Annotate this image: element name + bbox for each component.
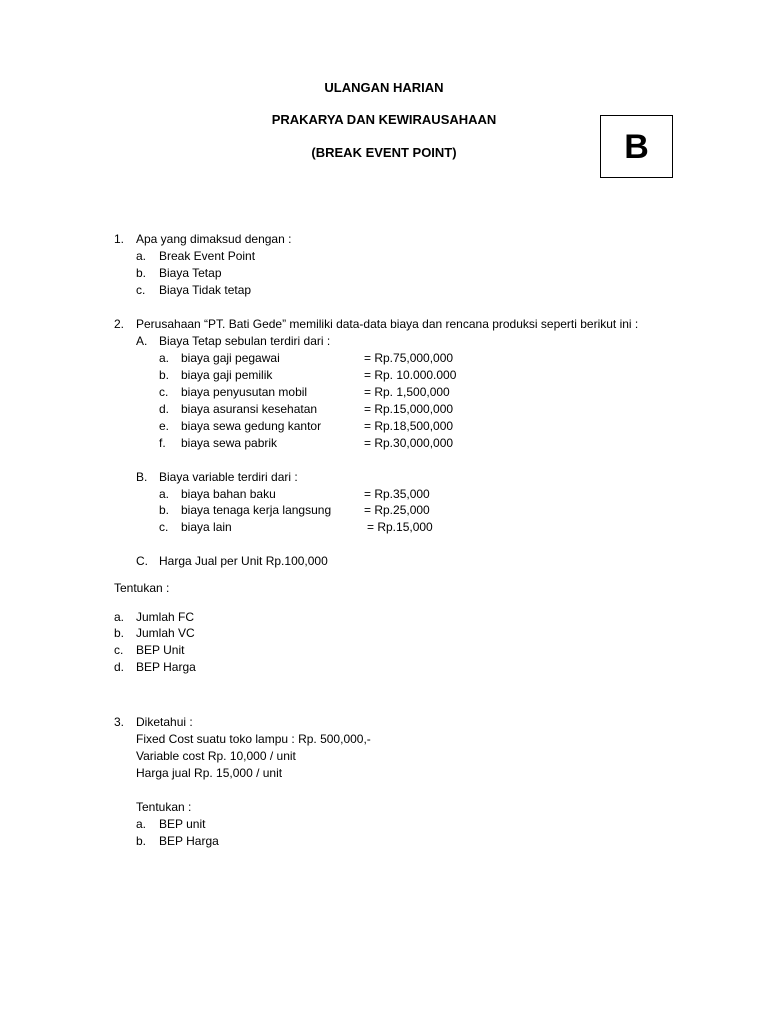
fixed-cost-name: biaya asuransi kesehatan xyxy=(181,402,318,416)
fixed-cost-value: = Rp.30,000,000 xyxy=(364,436,454,450)
fixed-cost-value: = Rp.18,500,000 xyxy=(364,419,454,433)
version-box xyxy=(600,115,673,178)
q3-number: 3. xyxy=(114,715,125,729)
q1-number: 1. xyxy=(114,232,125,246)
variable-cost-label: c. xyxy=(159,520,169,534)
q2-task-text: BEP Harga xyxy=(136,660,196,674)
q3-task-label: a. xyxy=(136,817,147,831)
variable-cost-label: b. xyxy=(159,503,170,517)
variable-cost-name: biaya bahan baku xyxy=(181,487,276,501)
q2-task-label: b. xyxy=(114,626,125,640)
q1-item-label: a. xyxy=(136,249,147,263)
fixed-cost-label: c. xyxy=(159,385,169,399)
q2-task-label: a. xyxy=(114,610,125,624)
q2-text: Perusahaan “PT. Bati Gede” memiliki data-data biaya dan rencana produksi seperti berikut ini : xyxy=(136,317,639,331)
q2-task-text: BEP Unit xyxy=(136,643,185,657)
q2-section-b-label: B. xyxy=(136,470,148,484)
fixed-cost-value: = Rp. 1,500,000 xyxy=(364,385,450,399)
q1-text: Apa yang dimaksud dengan : xyxy=(136,232,292,246)
q2-task-text: Jumlah VC xyxy=(136,626,195,640)
q2-number: 2. xyxy=(114,317,125,331)
variable-cost-name: biaya tenaga kerja langsung xyxy=(181,503,332,517)
fixed-cost-value: = Rp.15,000,000 xyxy=(364,402,454,416)
q1-item-text: Biaya Tetap xyxy=(159,266,222,280)
q1-item-text: Biaya Tidak tetap xyxy=(159,283,252,297)
fixed-cost-value: = Rp. 10.000.000 xyxy=(364,368,457,382)
fixed-cost-label: f. xyxy=(159,436,166,450)
q2-section-b-text: Biaya variable terdiri dari : xyxy=(159,470,298,484)
q2-tentukan: Tentukan : xyxy=(114,581,170,595)
q2-section-c-label: C. xyxy=(136,554,148,568)
variable-cost-name: biaya lain xyxy=(181,520,232,534)
q3-given-line: Variable cost Rp. 10,000 / unit xyxy=(136,749,296,763)
fixed-cost-label: a. xyxy=(159,351,170,365)
q3-task-text: BEP unit xyxy=(159,817,206,831)
q2-task-label: c. xyxy=(114,643,124,657)
fixed-cost-name: biaya gaji pegawai xyxy=(181,351,280,365)
q3-given-line: Fixed Cost suatu toko lampu : Rp. 500,000,- xyxy=(136,732,371,746)
q3-task-text: BEP Harga xyxy=(159,834,219,848)
q3-tentukan: Tentukan : xyxy=(136,800,192,814)
q3-given-line: Harga jual Rp. 15,000 / unit xyxy=(136,766,283,780)
q2-section-a-text: Biaya Tetap sebulan terdiri dari : xyxy=(159,334,331,348)
q3-text: Diketahui : xyxy=(136,715,193,729)
variable-cost-value: = Rp.35,000 xyxy=(364,487,430,501)
variable-cost-value: = Rp.15,000 xyxy=(367,520,433,534)
fixed-cost-label: e. xyxy=(159,419,170,433)
q1-item-text: Break Event Point xyxy=(159,249,256,263)
q3-task-label: b. xyxy=(136,834,147,848)
q1-item-label: b. xyxy=(136,266,147,280)
fixed-cost-label: d. xyxy=(159,402,170,416)
fixed-cost-label: b. xyxy=(159,368,170,382)
fixed-cost-name: biaya penyusutan mobil xyxy=(181,385,308,399)
variable-cost-value: = Rp.25,000 xyxy=(364,503,430,517)
q2-task-text: Jumlah FC xyxy=(136,610,195,624)
header-subject: PRAKARYA DAN KEWIRAUSAHAAN xyxy=(271,112,497,127)
q2-task-label: d. xyxy=(114,660,125,674)
q2-section-c-text: Harga Jual per Unit Rp.100,000 xyxy=(159,554,328,568)
fixed-cost-value: = Rp.75,000,000 xyxy=(364,351,454,365)
variable-cost-label: a. xyxy=(159,487,170,501)
fixed-cost-name: biaya gaji pemilik xyxy=(181,368,273,382)
fixed-cost-name: biaya sewa pabrik xyxy=(181,436,278,450)
q1-item-label: c. xyxy=(136,283,146,297)
fixed-cost-name: biaya sewa gedung kantor xyxy=(181,419,322,433)
version-letter: B xyxy=(624,127,649,166)
q2-section-a-label: A. xyxy=(136,334,148,348)
header-topic: (BREAK EVENT POINT) xyxy=(311,145,457,160)
header-title: ULANGAN HARIAN xyxy=(324,80,444,95)
